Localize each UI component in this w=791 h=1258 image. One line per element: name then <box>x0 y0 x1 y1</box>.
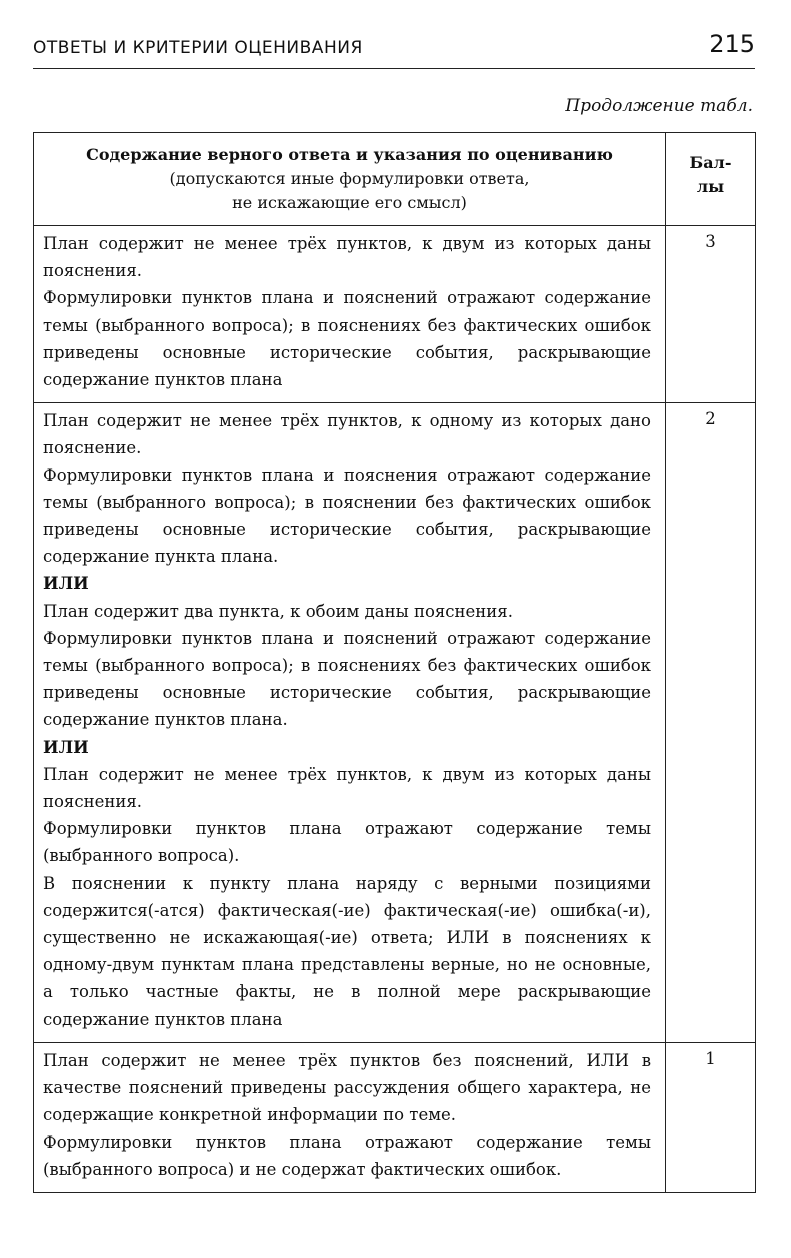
points-value: 3 <box>666 226 756 403</box>
content-column-title: Содержание верного ответа и указания по оцениванию <box>86 145 613 164</box>
criteria-table <box>33 132 756 1193</box>
page-title: ОТВЕТЫ И КРИТЕРИИ ОЦЕНИВАНИЯ <box>33 38 363 58</box>
or-separator: ИЛИ <box>43 737 89 757</box>
criteria-description: План содержит не менее трёх пунктов, к одному из которых дано пояснение. Формулировки пунктов плана и пояснения отражают содержание темы (выбранного вопроса); в пояснении без фактических ошибок приведены основные исторические события, раскрывающие содержание пункта плана. ИЛИ План содержит два пункта, к обоим даны пояснения. Формулировки пунктов плана и пояснений отражают содержание темы (выбранного вопроса); в пояснениях без фактических ошибок приведены основные исторические события, раскрывающие содержание пунктов плана. ИЛИ План содержит не менее трёх пунктов, к двум из которых даны пояснения. Формулировки пунктов плана отражают содержание темы (выбранного вопроса). В пояснении к пункту плана наряду с верными позициями содержится(-атся) фактическая(-ие) фактическая(-ие) ошибка(-и), существенно не искажающая(-ие) ответа; ИЛИ в пояснениях к одному-двум пунктам плана представлены верные, но не основные, а только частные факты, не в полной мере раскрывающие содержание пунктов плана <box>34 403 666 1043</box>
criteria-description: План содержит не менее трёх пунктов, к двум из которых даны пояснения. Формулировки пунктов плана и пояснений отражают содержание темы (выбранного вопроса); в пояснениях без фактических ошибок приведены основные исторические события, раскрывающие содержание пунктов плана <box>34 226 666 403</box>
points-value: 2 <box>666 403 756 1043</box>
content-column-subtitle-2: не искажающие его смысл) <box>232 193 467 212</box>
or-separator: ИЛИ <box>43 574 89 594</box>
criteria-description: План содержит не менее трёх пунктов без пояснений, ИЛИ в качестве пояснений приведены рассуждения общего характера, не содержащие конкретной информации по теме. Формулировки пунктов плана отражают содержание темы (выбранного вопроса) и не содержат фактических ошибок. <box>34 1042 666 1192</box>
table-row <box>34 403 756 1043</box>
points-column-header: Бал- лы <box>666 133 756 226</box>
table-row <box>34 1042 756 1192</box>
page-number: 215 <box>709 30 755 58</box>
table-row <box>34 226 756 403</box>
table-continuation-label: Продолжение табл. <box>565 96 753 116</box>
table-header-row <box>34 133 756 226</box>
points-value: 1 <box>666 1042 756 1192</box>
content-column-header <box>34 133 666 226</box>
page-header <box>33 28 755 69</box>
content-column-subtitle-1: (допускаются иные формулировки ответа, <box>169 169 530 188</box>
